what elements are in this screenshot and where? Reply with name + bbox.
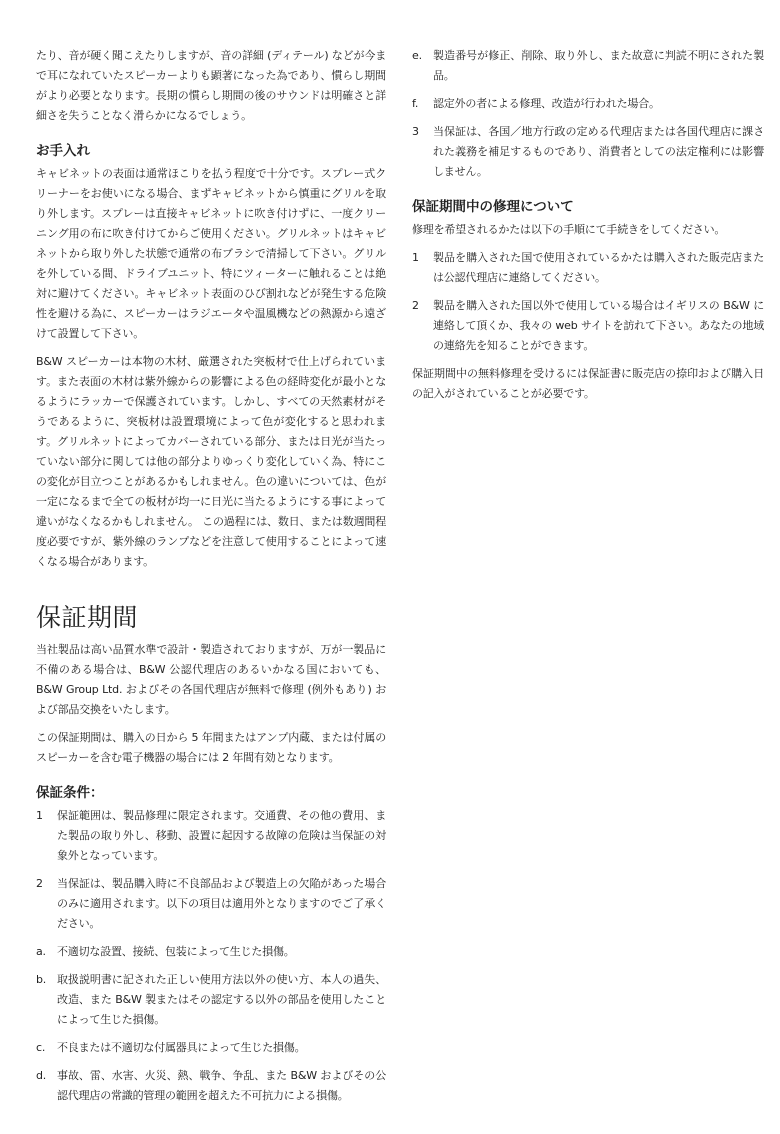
list-item: [36, 806, 386, 866]
list-marker: 3: [412, 125, 419, 138]
conditions-heading: 保証条件：: [36, 785, 104, 801]
care-paragraph-1: キャビネットの表面は通常ほこりを払う程度で十分です。スプレー式クリーナーをお使いになる場合、まずキャビネットから慎重にグリルを取り外します。スプレーは直接キャビネットに吹き付けずに、一度クリーニング用の布に吹き付けてからご使用ください。グリルネットはキャビネットから取り外した状態で通常の布ブラシで清掃して下さい。グリルを外している間、ドライブユニット、特にツィーターに触れることは絶対に避けてください。キャビネット表面のひび割れなどが発生する危険性を避ける為に、スピーカーはラジエータや温風機などの熱源から遠ざけて設置して下さい。: [36, 167, 386, 340]
left-column: [36, 46, 386, 1114]
list-item: [412, 248, 764, 288]
list-marker: c.: [36, 1041, 46, 1054]
care-heading: お手入れ: [36, 143, 90, 159]
list-text: 製品を購入された国で使用されているかたは購入された販売店または公認代理店に連絡してください。: [433, 251, 764, 284]
list-text: 当保証は、各国／地方行政の定める代理店または各国代理店に課された義務を補足するものであり、消費者としての法定権利には影響しません。: [433, 125, 764, 178]
list-item: [412, 94, 764, 114]
warranty-paragraph-2: この保証期間は、購入の日から 5 年間またはアンプ内蔵、または付属のスピーカーを含む電子機器の場合には 2 年間有効となります。: [36, 731, 386, 764]
repair-intro: 修理を希望されるかたは以下の手順にて手続きをしてください。: [412, 223, 726, 236]
list-marker: 1: [36, 809, 43, 822]
list-text: 取扱説明書に記された正しい使用方法以外の使い方、本人の過失、改造、また B&W 製またはその認定する以外の部品を使用したことによって生じた損傷。: [57, 973, 386, 1026]
list-marker: a.: [36, 945, 46, 958]
warranty-paragraph-1: 当社製品は高い品質水準で設計・製造されておりますが、万が一製品に不備のある場合は、B&W 公認代理店のあるいかなる国においても、B&W Group Ltd. およびその各国代理店が無料で修理 (例外もあり) および部品交換をいたします。: [36, 643, 386, 716]
warranty-title: 保証期間: [36, 603, 139, 632]
right-column: [412, 46, 764, 412]
list-text: 事故、雷、水害、火災、熱、戦争、争乱、また B&W およびその公認代理店の常識的管理の範囲を超えた不可抗力による損傷。: [57, 1069, 386, 1102]
list-text: 不良または不適切な付属器具によって生じた損傷。: [57, 1041, 306, 1054]
list-text: 当保証は、製品購入時に不良部品および製造上の欠陥があった場合のみに適用されます。以下の項目は適用外となりますのでご了承ください。: [57, 877, 386, 930]
list-marker: d.: [36, 1069, 47, 1082]
list-item: [412, 46, 764, 86]
list-text: 認定外の者による修理、改造が行われた場合。: [433, 97, 660, 110]
list-text: 保証範囲は、製品修理に限定されます。交通費、その他の費用、また製品の取り外し、移動、設置に起因する故障の危険は当保証の対象外となっています。: [57, 809, 386, 862]
conditions-list: [36, 806, 386, 1106]
list-text: 製品を購入された国以外で使用している場合はイギリスの B&W に連絡して頂くか、我々の web サイトを訪れて下さい。あなたの地域の連絡先を知ることができます。: [433, 299, 764, 352]
intro-paragraph: たり、音が硬く聞こえたりしますが、音の詳細 (ディテール) などが今まで耳になれていたスピーカーよりも顕著になった為であり、慣らし期間がより必要となります。長期の慣らし期間の後のサウンドは明確さと詳細さを失うことなく滑らかになるでしょう。: [36, 49, 386, 122]
list-item: [412, 296, 764, 356]
conditions-list-continued: [412, 46, 764, 182]
list-text: 製造番号が修正、削除、取り外し、また故意に判読不明にされた製品。: [433, 49, 764, 82]
list-item: [36, 1066, 386, 1106]
repair-steps-list: [412, 248, 764, 356]
list-marker: b.: [36, 973, 47, 986]
list-item: [36, 942, 386, 962]
list-marker: 2: [412, 299, 419, 312]
list-marker: f.: [412, 97, 419, 110]
list-marker: 1: [412, 251, 419, 264]
list-item: [36, 874, 386, 934]
repair-heading: 保証期間中の修理について: [412, 199, 574, 215]
repair-note: 保証期間中の無料修理を受けるには保証書に販売店の捺印および購入日の記入がされていることが必要です。: [412, 367, 764, 400]
list-text: 不適切な設置、接続、包装によって生じた損傷。: [57, 945, 295, 958]
list-marker: 2: [36, 877, 43, 890]
list-item: [36, 970, 386, 1030]
care-paragraph-2: B&W スピーカーは本物の木材、厳選された突板材で仕上げられています。また表面の木材は紫外線からの影響による色の経時変化が最小となるようにラッカーで保護されています。しかし、すべての天然素材がそうであるように、突板材は設置環境によって色が変化すると思われます。グリルネットによってカバーされている部分、または日光が当たっていない部分に関しては他の部分よりゆっくり変化していく為、特にこの変化が目立つことがあるかもしれません。色の違いについては、色が一定になるまで全ての板材が均一に日光に当たるようにする事によって違いがなくなるかもしれません。 この過程には、数日、または数週間程度必要ですが、紫外線のランプなどを注意して使用することによって速くなる場合があります。: [36, 355, 386, 568]
list-item: [412, 122, 764, 182]
list-item: [36, 1038, 386, 1058]
list-marker: e.: [412, 49, 422, 62]
